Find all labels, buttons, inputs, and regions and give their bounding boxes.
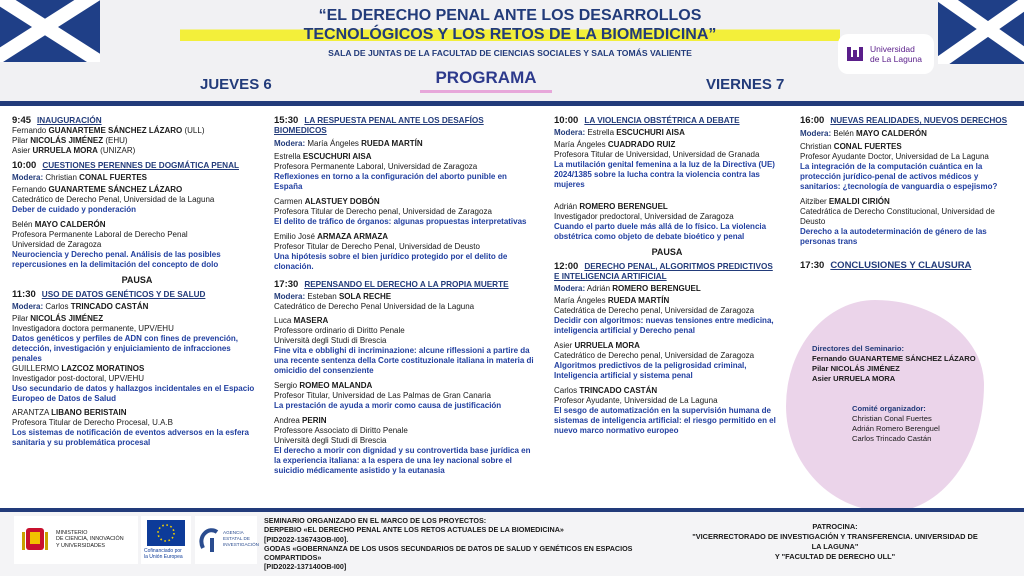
eu-text: la Unión Europea (144, 554, 183, 560)
speaker-first: Pilar (12, 136, 31, 145)
director-name: Asier URRUELA MORA (812, 374, 896, 383)
speaker-last: NICOLÁS JIMÉNEZ (30, 136, 104, 145)
speaker-last: LIBANO BERISTAIN (51, 408, 127, 417)
speaker-role: Università degli Studi di Brescia (274, 336, 387, 345)
ministry-logo (14, 516, 138, 564)
talk-title: Decidir con algoritmos: nuevas tensiones entre medicina, inteligencia artificial y Derecho penal (554, 316, 774, 335)
speaker-last: ESCUCHURI AISA (302, 152, 372, 161)
talk-title: La prestación de ayuda a morir como causa de justificación (274, 401, 502, 410)
speaker-last: URRUELA MORA (574, 341, 640, 350)
session-title: CUESTIONES PERENNES DE DOGMÁTICA PENAL (42, 161, 239, 170)
session-block (274, 116, 536, 272)
session-block (12, 116, 262, 156)
aei-text: ESTATAL DE (223, 535, 250, 541)
session-block (800, 116, 1014, 247)
speaker-role: Catedrático de Derecho Penal, Universidad de la Laguna (12, 195, 215, 204)
speaker-last: ROMERO BERENGUEL (579, 202, 668, 211)
moderator-first: Adrián (585, 284, 613, 293)
director-name: Fernando GUANARTEME SÁNCHEZ LÁZARO (812, 354, 976, 363)
break-label: PAUSA (651, 247, 683, 257)
talk-title: Una hipótesis sobre el bien jurídico protegido por el delito de clonación. (274, 252, 508, 271)
talk-title: Algoritmos predictivos de la peligrosidad criminal, Inteligencia artificial y sistema penal (554, 361, 747, 380)
speaker-role: Profesora Titular de Derecho penal, Universidad de Zaragoza (274, 207, 492, 216)
speaker-first: Adrián (554, 202, 580, 211)
moderator-label: Modera: (554, 128, 586, 137)
talk-title: El delito de tráfico de órganos: algunas propuestas interpretativas (274, 217, 527, 226)
title-line: “EL DERECHO PENAL ANTE LOS DESARROLLOS (318, 7, 702, 24)
speaker-first: Emilio José (274, 232, 318, 241)
day-friday: VIERNES 7 (706, 76, 785, 93)
session-time: 11:30 (12, 289, 36, 300)
footer-line: "VICERRECTORADO DE INVESTIGACIÓN Y TRANSFERENCIA. UNIVERSIDAD DE LA LAGUNA" (692, 532, 978, 551)
speaker-last: CUADRADO RUIZ (607, 140, 676, 149)
committee-member: Christian Conal Fuertes (852, 414, 932, 423)
speaker-role: Profesora Permanente Laboral, Universidad de Zaragoza (274, 162, 478, 171)
column-thursday-morning (12, 116, 262, 453)
session-title: INAUGURACIÓN (37, 116, 102, 125)
moderator-last: ROMERO BERENGUEL (612, 284, 701, 293)
speaker-role: Professore Associato di Diritto Penale (274, 426, 408, 435)
speaker-role: Universidad de Zaragoza (12, 240, 102, 249)
speaker-first: Carmen (274, 197, 305, 206)
speaker-role: Investigadora doctora permanente, UPV/EHU (12, 324, 174, 333)
speaker-role: Investigador post-doctoral, UPV/EHU (12, 374, 145, 383)
talk-title: Derecho a la autodeterminación de género de las personas trans (800, 227, 987, 246)
footer-line: GODAS «GOBERNANZA DE LOS USOS SECUNDARIOS DE DATOS DE SALUD Y GENÉTICOS EN ESPACIOS COMPARTIDOS» (264, 543, 633, 563)
footer-line: DERPEBIO «EL DERECHO PENAL ANTE LOS RETOS ACTUALES DE LA BIOMEDICINA» (264, 525, 564, 535)
talk-title: Reflexiones en torno a la configuración del aborto punible en España (274, 172, 507, 191)
talk-title: El sesgo de automatización en la supervisión humana de sistemas de inteligencia artificial: el riesgo permitido en el nuevo marco normativo europeo (554, 406, 776, 435)
speaker-first: Andrea (274, 416, 303, 425)
talk-title: Datos genéticos y perfiles de ADN con fines de prevención, detección, investigación y enjuiciamiento de infracciones penales (12, 334, 238, 363)
speaker-affil: (EHU) (103, 136, 128, 145)
speaker-first: Asier (12, 146, 33, 155)
divider (0, 101, 1024, 106)
speaker-last: GUANARTEME SÁNCHEZ LÁZARO (48, 185, 183, 194)
session-title: LA RESPUESTA PENAL ANTE LOS DESAFÍOS BIOMEDICOS (274, 116, 484, 135)
organizers (812, 344, 976, 444)
session-time: 9:45 (12, 115, 32, 126)
moderator-first: María Ángeles (305, 139, 362, 148)
committee-label: Comité organizador: (852, 404, 926, 413)
moderator-last: SOLA RECHE (338, 292, 392, 301)
speaker-last: ROMEO MALANDA (299, 381, 373, 390)
session-title: USO DE DATOS GENÉTICOS Y DE SALUD (41, 290, 206, 299)
moderator-last: ESCUCHURI AISA (616, 128, 685, 137)
talk-title: El derecho a morir con dignidad y su controvertida base jurídica en la experiencia italiana: a la espera de una ley nacional sobre el suicidio médicamente asistido y la eutanasia (274, 446, 531, 475)
moderator-first: Estrella (585, 128, 617, 137)
speaker-last: ARMAZA ARMAZA (317, 232, 389, 241)
footer-line: [PID2022-137140OB-I00] (264, 562, 347, 572)
talk-title: Los sistemas de notificación de eventos adversos en la esfera sanitaria y su problemática procesal (12, 428, 249, 447)
session-time: 12:00 (554, 261, 579, 272)
session-time: 10:00 (12, 160, 37, 171)
speaker-first: Sergio (274, 381, 300, 390)
session-title: REPENSANDO EL DERECHO A LA PROPIA MUERTE (304, 280, 509, 289)
moderator-label: Modera: (274, 292, 306, 301)
speaker-role: Profesora Permanente Laboral de Derecho Penal (12, 230, 188, 239)
speaker-first: Carlos (554, 386, 580, 395)
speaker-first: Fernando (12, 126, 49, 135)
session-time: 16:00 (800, 115, 825, 126)
speaker-last: URRUELA MORA (32, 146, 98, 155)
speaker-last: NICOLÁS JIMÉNEZ (30, 314, 104, 323)
ministry-text: Y UNIVERSIDADES (56, 542, 106, 549)
session-block (12, 161, 262, 270)
speaker-role: Profesor Titular de Derecho Penal, Universidad de Deusto (274, 242, 480, 251)
speaker-last: ALASTUEY DOBÓN (304, 197, 380, 206)
speaker-first: Aitziber (800, 197, 829, 206)
speaker-first: Christian (800, 142, 834, 151)
footer-line: PATROCINA: (812, 522, 858, 531)
moderator-role: Catedrático de Derecho Penal Universidad de la Laguna (274, 302, 475, 311)
scottish-flag-icon (0, 0, 100, 62)
projects-text (264, 516, 684, 572)
speaker-first: GUILLERMO (12, 364, 62, 373)
session-title: CONCLUSIONES Y CLAUSURA (830, 260, 972, 271)
director-name: Pilar NICOLÁS JIMÉNEZ (812, 364, 900, 373)
footer-line: [PID2022-136743OB-I00]. (264, 534, 349, 544)
logo-text: Universidad (870, 44, 915, 54)
column-thursday-afternoon (274, 116, 536, 481)
talk-title: La integración de la computación cuántica en la protección jurídico-penal de activos médicos y sanitarios: ¿tecnología de vanguardia o espejismo? (800, 162, 998, 191)
aei-text: AGENCIA (223, 530, 244, 535)
speaker-first: Estrella (274, 152, 303, 161)
ministry-text: DE CIENCIA, INNOVACIÓN (56, 536, 124, 543)
logo-text: de La Laguna (870, 54, 922, 64)
moderator-label: Modera: (12, 173, 44, 182)
speaker-first: María Ángeles (554, 296, 608, 305)
session-title: DERECHO PENAL, ALGORITMOS PREDICTIVOS E INTELIGENCIA ARTIFICIAL (554, 262, 773, 281)
talk-title: Deber de cuidado y ponderación (12, 205, 137, 214)
session-block (554, 116, 780, 242)
footer-line: SEMINARIO ORGANIZADO EN EL MARCO DE LOS PROYECTOS: (264, 516, 487, 525)
venue: SALA DE JUNTAS DE LA FACULTAD DE CIENCIAS SOCIALES Y SALA TOMÁS VALIENTE (328, 48, 692, 58)
session-block (12, 290, 262, 448)
moderator-label: Modera: (12, 302, 44, 311)
ministry-text: MINISTERIO (56, 530, 88, 536)
moderator-last: CONAL FUERTES (79, 173, 147, 182)
moderator-label: Modera: (274, 139, 306, 148)
committee-member: Carlos Trincado Castán (852, 434, 932, 443)
ull-logo-icon (846, 45, 864, 63)
programa-heading: PROGRAMA (420, 68, 552, 93)
speaker-role: Investigador predoctoral, Universidad de Zaragoza (554, 212, 734, 221)
directors-label: Directores del Seminario: (812, 344, 905, 353)
speaker-role: Profesor Titular, Universidad de Las Palmas de Gran Canaria (274, 391, 491, 400)
talk-title: Cuando el parto duele más allá de lo físico. La violencia obstétrica como objeto de debate bioético y penal (554, 222, 767, 241)
eu-text: Cofinanciado por (144, 548, 182, 554)
speaker-role: Profesor Ayudante, Universidad de La Laguna (554, 396, 718, 405)
day-thursday: JUEVES 6 (200, 76, 272, 93)
speaker-last: CONAL FUERTES (833, 142, 902, 151)
break-label: PAUSA (121, 275, 153, 285)
speaker-first: Luca (274, 316, 294, 325)
aei-text: INVESTIGACIÓN (223, 541, 259, 547)
aei-mark-icon (199, 526, 221, 554)
session-time: 17:30 (800, 260, 825, 271)
speaker-role: Catedrática de Derecho Constitucional, Universidad de Deusto (800, 207, 995, 226)
column-friday-morning (554, 116, 780, 441)
talk-title: Uso secundario de datos y hallazgos incidentales en el Espacio Europeo de Datos de Salud (12, 384, 255, 403)
sponsor-text (690, 522, 980, 562)
speaker-last: LAZCOZ MORATINOS (61, 364, 145, 373)
footer-line: Y "FACULTAD DE DERECHO ULL" (774, 552, 896, 561)
moderator-label: Modera: (554, 284, 586, 293)
speaker-role: Università degli Studi di Brescia (274, 436, 387, 445)
speaker-role: Catedrático de Derecho penal, Universidad de Zaragoza (554, 351, 755, 360)
eu-logo (141, 516, 191, 564)
moderator-last: MAYO CALDERÓN (856, 129, 927, 138)
talk-title: Neurociencia y Derecho penal. Análisis de las posibles repercusiones en la delimitación del concepto de dolo (12, 250, 221, 269)
session-title: NUEVAS REALIDADES, NUEVOS DERECHOS (830, 116, 1008, 125)
session-time: 15:30 (274, 115, 299, 126)
speaker-role: Profesora Titular de Universidad, Universidad de Granada (554, 150, 760, 159)
session-time: 17:30 (274, 279, 299, 290)
speaker-affil: (UNIZAR) (97, 146, 136, 155)
coat-of-arms-icon (20, 524, 50, 556)
speaker-last: PERIN (302, 416, 327, 425)
session-time: 10:00 (554, 115, 579, 126)
speaker-last: GUANARTEME SÁNCHEZ LÁZARO (48, 126, 183, 135)
speaker-first: Fernando (12, 185, 49, 194)
session-block (274, 280, 536, 476)
university-logo (838, 34, 934, 74)
speaker-first: Asier (554, 341, 575, 350)
speaker-first: Belén (12, 220, 35, 229)
moderator-first: Esteban (305, 292, 339, 301)
speaker-last: MAYO CALDERÓN (34, 220, 106, 229)
speaker-last: MASERA (293, 316, 329, 325)
speaker-last: RUEDA MARTÍN (607, 296, 670, 305)
speaker-first: María Ángeles (554, 140, 608, 149)
eu-flag-icon (147, 520, 185, 546)
talk-title: Fine vita e obblighi di incriminazione: alcune riflessioni a partire da una recente sentenza della Corte costituzionale italiana in materia di omicidio del consenziente (274, 346, 534, 375)
speaker-role: Profesor Ayudante Doctor, Universidad de La Laguna (800, 152, 989, 161)
speaker-role: Profesora Titular de Derecho Procesal, U.A.B (12, 418, 173, 427)
moderator-last: RUEDA MARTÍN (361, 139, 423, 148)
moderator-last: TRINCADO CASTÁN (70, 302, 149, 311)
column-friday-afternoon (800, 116, 1014, 276)
moderator-first: Belén (831, 129, 857, 138)
session-title: LA VIOLENCIA OBSTÉTRICA A DEBATE (584, 116, 740, 125)
moderator-first: Christian (43, 173, 80, 182)
talk-title: La mutilación genital femenina a la luz de la Directiva (UE) 2024/1385 sobre la lucha contra la violencia contra las mujeres (554, 160, 775, 189)
session-block (800, 261, 1014, 271)
speaker-first: ARANTZA (12, 408, 52, 417)
speaker-first: Pilar (12, 314, 31, 323)
scottish-flag-icon (938, 0, 1024, 64)
aei-logo (195, 516, 257, 564)
committee-member: Adrián Romero Berenguel (852, 424, 940, 433)
page-title (180, 6, 840, 44)
title-line: TECNOLÓGICOS Y LOS RETOS DE LA BIOMEDICINA” (303, 26, 717, 43)
moderator-first: Carlos (43, 302, 71, 311)
speaker-last: TRINCADO CASTÁN (579, 386, 658, 395)
moderator-label: Modera: (800, 129, 832, 138)
session-block (554, 262, 780, 436)
speaker-role: Catedrática de Derecho penal, Universidad de Zaragoza (554, 306, 755, 315)
speaker-affil: (ULL) (182, 126, 205, 135)
speaker-role: Professore ordinario di Diritto Penale (274, 326, 405, 335)
speaker-last: EMALDI CIRIÓN (828, 197, 890, 206)
